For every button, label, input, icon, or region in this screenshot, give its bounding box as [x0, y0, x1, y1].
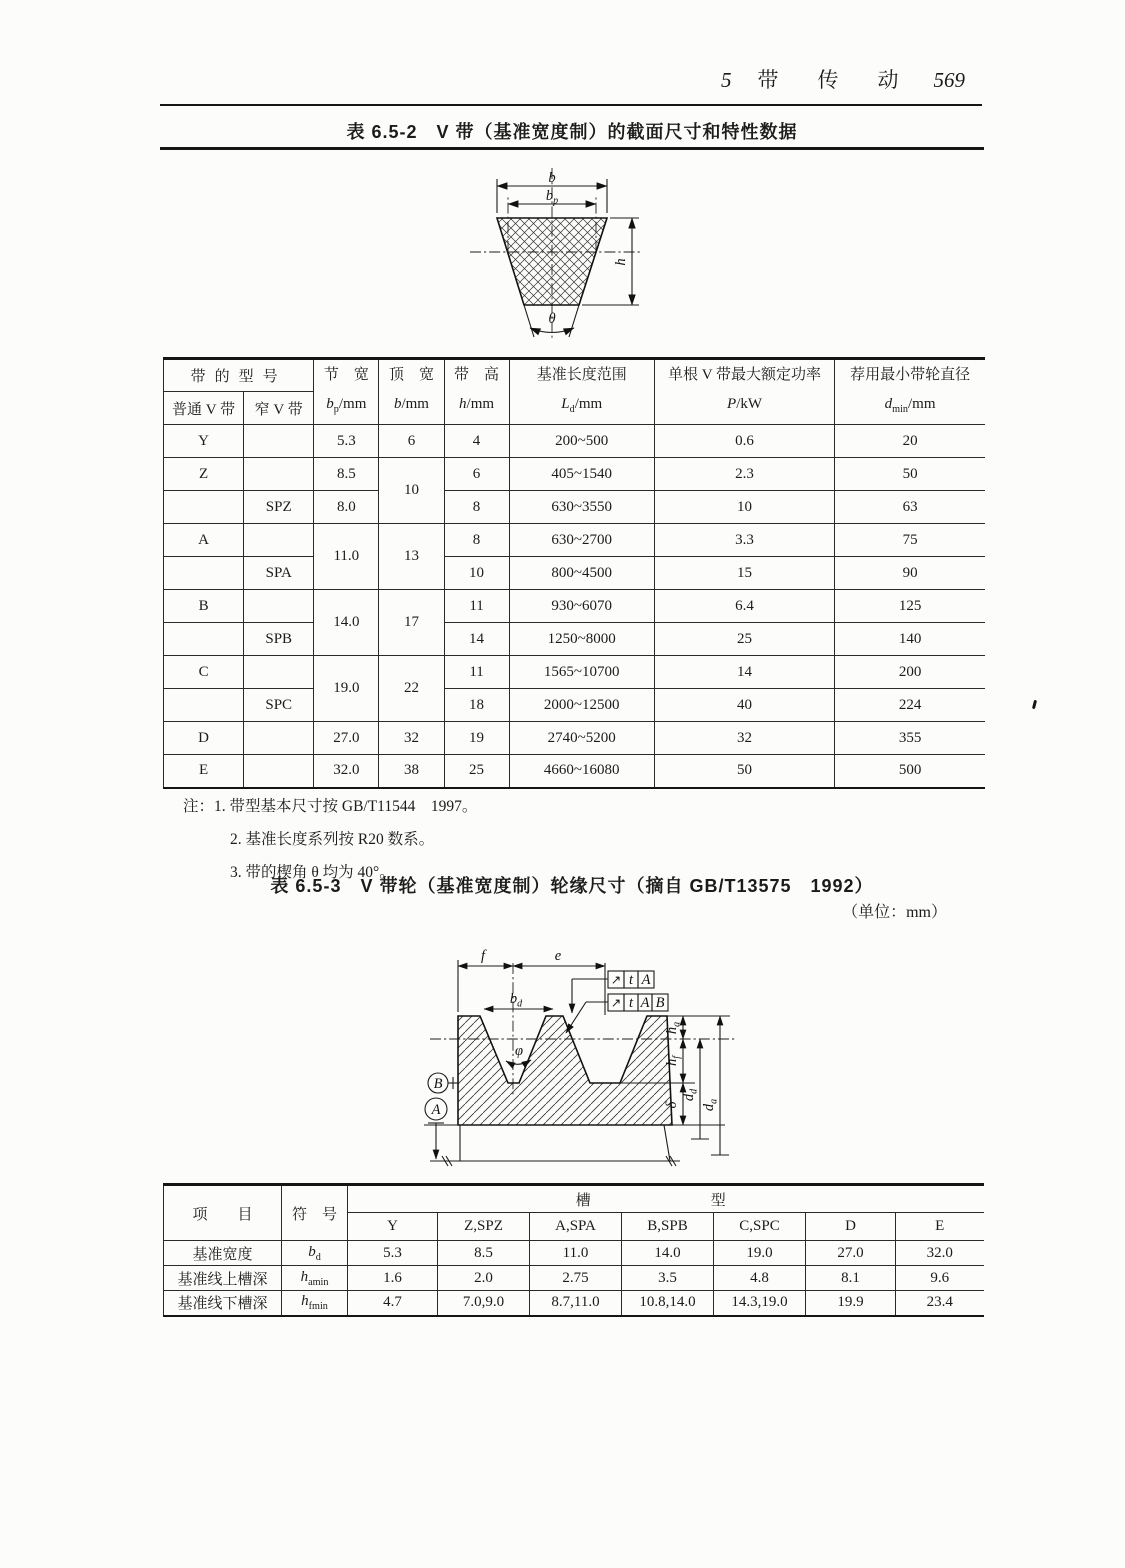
table-cell: 200 [835, 656, 985, 689]
table2-title: 表 6.5-3 V 带轮（基准宽度制）轮缘尺寸（摘自 GB/T13575 1992） [270, 876, 874, 896]
table-cell: 10 [654, 491, 834, 524]
table-cell: 7.0,9.0 [438, 1291, 530, 1316]
dim-label-b: b [548, 170, 556, 186]
dim-label-hf: $h_f$ [664, 1055, 683, 1067]
table-cell: 20 [835, 425, 985, 458]
page-header [721, 64, 965, 94]
runout-symbol-icon: ↗ [610, 996, 622, 1010]
table-cell: 8 [444, 491, 509, 524]
table-cell: 22 [379, 656, 444, 722]
table-cell: Z [164, 458, 244, 491]
table-cell: 8.0 [314, 491, 379, 524]
table-cell: 25 [654, 623, 834, 656]
table-cell [244, 524, 314, 557]
table-cell: 18 [444, 689, 509, 722]
dim-label-delta: δ [664, 1101, 680, 1109]
table-cell: 32 [379, 722, 444, 755]
table-cell: 8.1 [806, 1266, 896, 1291]
table-cell: 11.0 [530, 1241, 622, 1266]
table-cell: 19.9 [806, 1291, 896, 1316]
table-cell: 2000~12500 [509, 689, 654, 722]
table-cell [244, 755, 314, 788]
table-cell: 2.75 [530, 1266, 622, 1291]
table-cell: 5.3 [314, 425, 379, 458]
runout-symbol-icon: ↗ [610, 973, 622, 987]
col-header-min-pulley-diameter: 荐用最小带轮直径 $d_{min}/mm$ [835, 359, 985, 425]
table-cell: 2740~5200 [509, 722, 654, 755]
table-cell: 2.0 [438, 1266, 530, 1291]
dim-label-phi: φ [514, 1043, 524, 1059]
table-cell: 5.3 [348, 1241, 438, 1266]
table-cell: 25 [444, 755, 509, 788]
table-cell: B [164, 590, 244, 623]
note-line: 注：1. 带型基本尺寸按 GB/T11544 1997。 [183, 798, 478, 815]
table-cell: 4660~16080 [509, 755, 654, 788]
table-cell: 930~6070 [509, 590, 654, 623]
chapter-number: 5 [721, 68, 732, 92]
table-cell: 32.0 [896, 1241, 984, 1266]
dim-label-h: h [613, 258, 629, 266]
table-cell: 630~3550 [509, 491, 654, 524]
groove-type-col: Z,SPZ [438, 1213, 530, 1241]
table-cell: 3.3 [654, 524, 834, 557]
table-cell: 14.3,19.0 [714, 1291, 806, 1316]
tolerance-t-label: t [628, 972, 634, 988]
dim-label-dd: $d_d$ [681, 1088, 700, 1102]
table-cell: $b_d$ [282, 1241, 348, 1266]
table-cell [164, 689, 244, 722]
table-cell: $h_{amin}$ [282, 1266, 348, 1291]
table-cell: Y [164, 425, 244, 458]
col-header-max-rated-power: 单根 V 带最大额定功率 P/kW [654, 359, 834, 425]
table-cell: 19 [444, 722, 509, 755]
belt-cross-section-figure [430, 156, 740, 358]
table-cell: 27.0 [806, 1241, 896, 1266]
table-cell: 11 [444, 590, 509, 623]
table-cell: 1.6 [348, 1266, 438, 1291]
table-cell: 8.5 [438, 1241, 530, 1266]
table-cell [244, 590, 314, 623]
col-header-groove-type: 槽 型 [348, 1185, 984, 1213]
note-line: 3. 带的楔角 θ 均为 40°。 [230, 864, 395, 881]
table-cell: 32.0 [314, 755, 379, 788]
table-cell: $h_{fmin}$ [282, 1291, 348, 1316]
table-cell: 10 [379, 458, 444, 524]
table1-top-rule [160, 147, 984, 150]
table-cell: 32 [654, 722, 834, 755]
table-cell: 1250~8000 [509, 623, 654, 656]
groove-type-col: D [806, 1213, 896, 1241]
datum-circle-b-label: B [433, 1076, 443, 1092]
table-cell: 14.0 [314, 590, 379, 656]
table-cell: 3.5 [622, 1266, 714, 1291]
table-cell: 1565~10700 [509, 656, 654, 689]
dim-label-da: $d_a$ [701, 1098, 720, 1112]
table-cell: 6 [379, 425, 444, 458]
table-cell: 23.4 [896, 1291, 984, 1316]
datum-ref-label: B [655, 995, 665, 1011]
table-cell: 19.0 [714, 1241, 806, 1266]
table-cell: 19.0 [314, 656, 379, 722]
table-cell: 13 [379, 524, 444, 590]
table-cell: 0.6 [654, 425, 834, 458]
table-cell [244, 425, 314, 458]
table-cell: 500 [835, 755, 985, 788]
col-header-symbol: 符 号 [282, 1185, 348, 1241]
table-cell: 355 [835, 722, 985, 755]
table-cell: SPB [244, 623, 314, 656]
table-cell [164, 623, 244, 656]
table-cell: 10.8,14.0 [622, 1291, 714, 1316]
table-cell: D [164, 722, 244, 755]
table-cell: 75 [835, 524, 985, 557]
table-cell: 90 [835, 557, 985, 590]
table-cell: 基准线下槽深 [164, 1291, 282, 1316]
pulley-rim-outline [458, 1016, 672, 1125]
table-cell: 14 [654, 656, 834, 689]
groove-type-col: B,SPB [622, 1213, 714, 1241]
dim-label-theta: θ [548, 311, 556, 327]
table-cell: 11 [444, 656, 509, 689]
table-cell: A [164, 524, 244, 557]
header-rule [160, 104, 982, 106]
table-cell: E [164, 755, 244, 788]
table-cell: 4.7 [348, 1291, 438, 1316]
table-cell: 2.3 [654, 458, 834, 491]
belt-section-outline [497, 218, 607, 305]
table-cell: 50 [835, 458, 985, 491]
table-cell: 15 [654, 557, 834, 590]
dim-label-e: e [554, 948, 562, 964]
page-number: 569 [933, 68, 965, 92]
table-cell: 405~1540 [509, 458, 654, 491]
col-header-belt-type: 带的型号 [164, 359, 314, 392]
table-cell: 50 [654, 755, 834, 788]
table-cell: 630~2700 [509, 524, 654, 557]
unit-note: （单位：mm） [842, 904, 947, 921]
table-cell: 基准宽度 [164, 1241, 282, 1266]
dim-label-ha: $h_a$ [664, 1021, 683, 1035]
dim-label-f: f [480, 948, 486, 964]
table-cell: 14 [444, 623, 509, 656]
table-cell [244, 458, 314, 491]
table-cell: 10 [444, 557, 509, 590]
table-cell [164, 557, 244, 590]
table-cell: 125 [835, 590, 985, 623]
pulley-figure-lines [424, 960, 736, 1166]
groove-type-col: A,SPA [530, 1213, 622, 1241]
col-header-narrow-vbelt: 窄 V 带 [244, 392, 314, 425]
table-cell: 14.0 [622, 1241, 714, 1266]
table-cell: 40 [654, 689, 834, 722]
dim-label-bd: $b_d$ [509, 991, 523, 1010]
col-header-ordinary-vbelt: 普通 V 带 [164, 392, 244, 425]
table-cell: 8 [444, 524, 509, 557]
table-cell [164, 491, 244, 524]
table-cell: 基准线上槽深 [164, 1266, 282, 1291]
table-cell: 140 [835, 623, 985, 656]
table-cell: SPZ [244, 491, 314, 524]
datum-circle-a-label: A [431, 1102, 441, 1118]
table-cell [244, 722, 314, 755]
groove-type-col: E [896, 1213, 984, 1241]
table-cell: C [164, 656, 244, 689]
chapter-title: 带 传 动 [757, 68, 908, 92]
table-cell: 6.4 [654, 590, 834, 623]
table-cell: 800~4500 [509, 557, 654, 590]
ink-speck [1032, 700, 1037, 709]
note-line: 2. 基准长度系列按 R20 数系。 [230, 831, 435, 848]
col-header-pitch-width: 节 宽 $b_p/mm$ [314, 359, 379, 425]
table-cell: 9.6 [896, 1266, 984, 1291]
groove-type-col: C,SPC [714, 1213, 806, 1241]
tolerance-t-label: t [628, 995, 634, 1011]
table-cell: 200~500 [509, 425, 654, 458]
table1-title: 表 6.5-2 V 带（基准宽度制）的截面尺寸和特性数据 [346, 122, 798, 142]
belt-dimensions-table [163, 357, 985, 789]
col-header-belt-height: 带 高 h/mm [444, 359, 509, 425]
datum-ref-label: A [641, 972, 651, 988]
groove-type-col: Y [348, 1213, 438, 1241]
dim-label-bp: $b_p$ [545, 188, 559, 207]
datum-ref-label: A [640, 995, 650, 1011]
table-cell: 38 [379, 755, 444, 788]
table-cell: SPC [244, 689, 314, 722]
table-cell: 11.0 [314, 524, 379, 590]
table-cell: 63 [835, 491, 985, 524]
table-cell [244, 656, 314, 689]
table-cell: 4 [444, 425, 509, 458]
belt-figure-lines [470, 168, 642, 340]
table-cell: 17 [379, 590, 444, 656]
pulley-rim-dimensions-table [163, 1183, 984, 1317]
table-cell: 4.8 [714, 1266, 806, 1291]
pulley-groove-figure [420, 933, 770, 1185]
col-header-datum-length-range: 基准长度范围 $L_d/mm$ [509, 359, 654, 425]
table-cell: 27.0 [314, 722, 379, 755]
table-cell: 8.5 [314, 458, 379, 491]
table-cell: 224 [835, 689, 985, 722]
col-header-top-width: 顶 宽 b/mm [379, 359, 444, 425]
table-cell: 6 [444, 458, 509, 491]
table-cell: 8.7,11.0 [530, 1291, 622, 1316]
col-header-item: 项 目 [164, 1185, 282, 1241]
table-cell: SPA [244, 557, 314, 590]
